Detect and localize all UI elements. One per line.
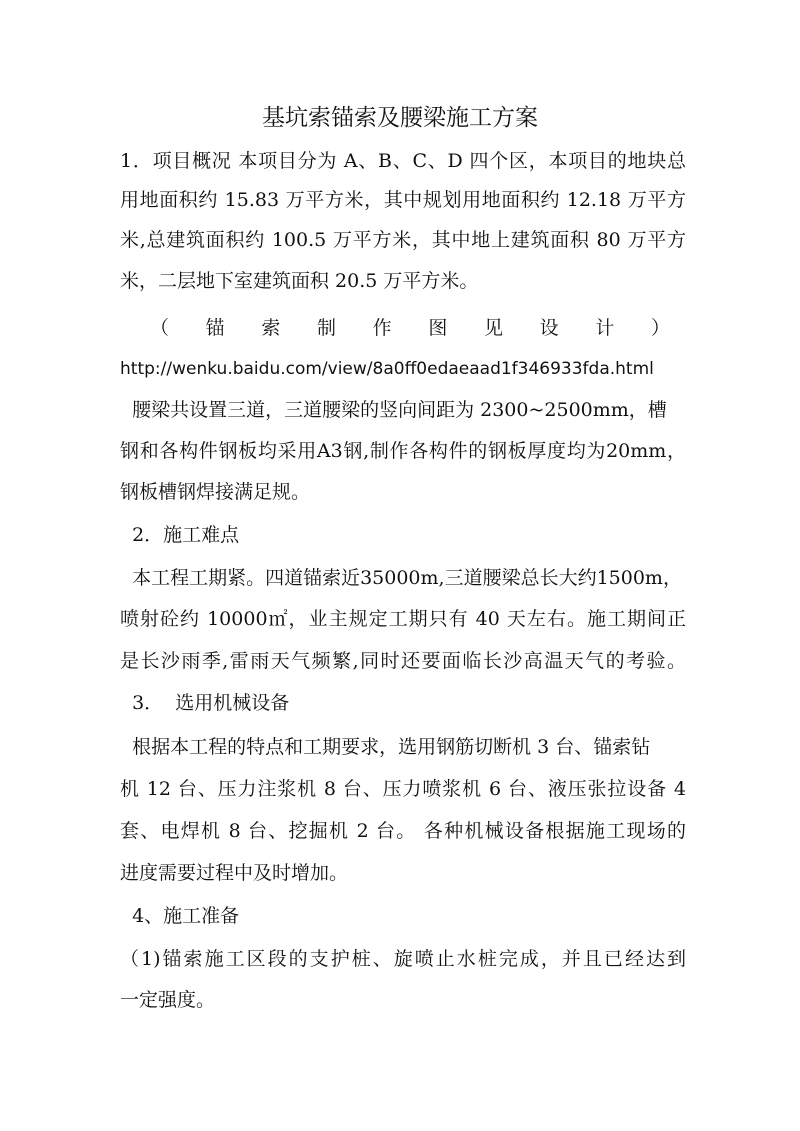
paragraph-line: 用地面积约 15.83 万平方米，其中规划用地面积约 12.18 万平方 xyxy=(120,189,686,211)
document-title: 基坑索锚索及腰梁施工方案 xyxy=(262,105,538,131)
section-heading: 4、施工准备 xyxy=(120,905,240,927)
paragraph-line: 套、电焊机 8 台、挖掘机 2 台。 各种机械设备根据施工现场的 xyxy=(120,820,686,842)
paragraph-line: （1)锚索施工区段的支护桩、旋喷止水桩完成，并且已经达到 xyxy=(120,948,686,970)
paragraph-line: 一定强度。 xyxy=(120,989,216,1011)
paragraph-line: 本工程工期紧。四道锚索近35000m,三道腰梁总长大约1500m， xyxy=(120,567,682,589)
paragraph-line: 是长沙雨季,雷雨天气频繁,同时还要面临长沙高温天气的考验。 xyxy=(120,650,686,672)
section-heading: 2．施工难点 xyxy=(120,524,240,546)
paragraph-line: 米,总建筑面积约 100.5 万平方米，其中地上建筑面积 80 万平方 xyxy=(120,229,686,251)
section-heading: 3． 选用机械设备 xyxy=(120,692,290,714)
paragraph-line: 腰梁共设置三道，三道腰梁的竖向间距为 2300~2500mm，槽 xyxy=(120,399,667,421)
paragraph-line: 米，二层地下室建筑面积 20.5 万平方米。 xyxy=(120,270,479,292)
paragraph-line: 进度需要过程中及时增加。 xyxy=(120,862,349,884)
paragraph-line: 根据本工程的特点和工期要求，选用钢筋切断机 3 台、锚索钻 xyxy=(120,736,651,758)
paragraph-line: 喷射砼约 10000㎡，业主规定工期只有 40 天左右。施工期间正 xyxy=(120,608,686,630)
paragraph-line: 钢和各构件钢板均采用A3钢,制作各构件的钢板厚度均为20mm， xyxy=(120,440,686,462)
reference-url[interactable]: http://wenku.baidu.com/view/8a0ff0edaeaad1f346933fda.html xyxy=(120,359,654,379)
paragraph-line: 钢板槽钢焊接满足规。 xyxy=(120,481,311,503)
figure-reference-line: （ 锚 索 制 作 图 见 设 计 ） xyxy=(150,317,670,339)
paragraph-line: 1．项目概况 本项目分为 A、B、C、D 四个区，本项目的地块总 xyxy=(120,150,686,172)
paragraph-line: 机 12 台、压力注浆机 8 台、压力喷浆机 6 台、液压张拉设备 4 xyxy=(120,778,686,800)
